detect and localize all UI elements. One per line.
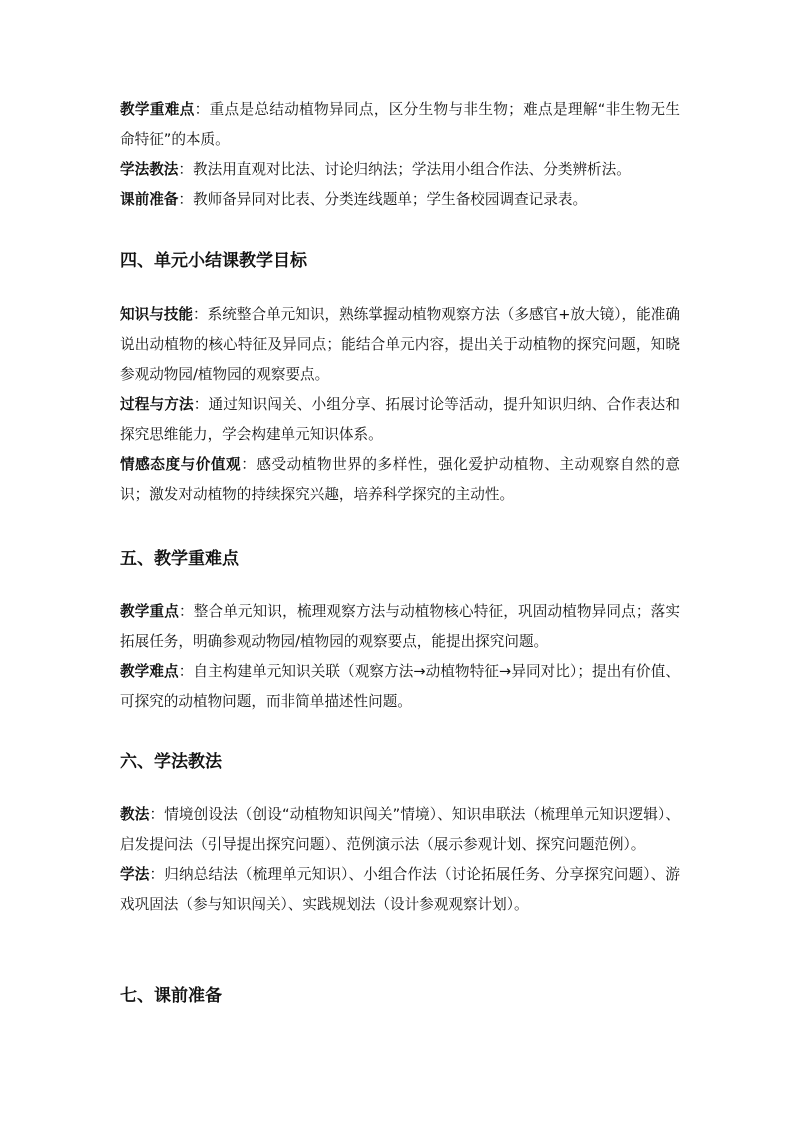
key-point-paragraph: 教学重点：整合单元知识，梳理观察方法与动植物核心特征，巩固动植物异同点；落实拓展任务，明确参观动物园/植物园的观察要点，能提出探究问题。 — [120, 603, 680, 650]
objective-attitude-label: 情感态度与价值观 — [120, 456, 242, 473]
difficult-point-paragraph: 教学难点：自主构建单元知识关联（观察方法→动植物特征→异同对比）；提出有价值、可探究的动植物问题，而非简单描述性问题。 — [120, 663, 680, 710]
learning-method-text: 归纳总结法（梳理单元知识）、小组合作法（讨论拓展任务、分享探究问题）、游戏巩固法（参与知识闯关）、实践规划法（设计参观观察计划）。 — [120, 866, 680, 913]
difficult-point-text: 自主构建单元知识关联（观察方法→动植物特征→异同对比）；提出有价值、可探究的动植物问题，而非简单描述性问题。 — [120, 663, 680, 710]
key-difficult-points-text: 重点是总结动植物异同点，区分生物与非生物；难点是理解“非生物无生命特征”的本质。 — [120, 101, 680, 148]
teaching-method-text: 情境创设法（创设“动植物知识闯关”情境）、知识串联法（梳理单元知识逻辑）、启发提问法（引导提出探究问题）、范例演示法（展示参观计划、探究问题范例）。 — [120, 806, 680, 853]
difficult-point-label: 教学难点 — [120, 663, 179, 680]
preparation-paragraph: 课前准备：教师备异同对比表、分类连线题单；学生备校园调查记录表。 — [120, 191, 588, 208]
preparation-text: 教师备异同对比表、分类连线题单；学生备校园调查记录表。 — [193, 191, 588, 208]
section-heading-key-points: 五、教学重难点 — [120, 549, 239, 569]
section-heading-methods: 六、学法教法 — [120, 752, 222, 772]
key-point-label: 教学重点 — [120, 603, 179, 620]
methods-paragraph: 学法教法：教法用直观对比法、讨论归纳法；学法用小组合作法、分类辨析法。 — [120, 161, 631, 178]
teaching-method-paragraph: 教法：情境创设法（创设“动植物知识闯关”情境）、知识串联法（梳理单元知识逻辑）、启发提问法（引导提出探究问题）、范例演示法（展示参观计划、探究问题范例）。 — [120, 806, 680, 853]
learning-method-label: 学法 — [120, 866, 150, 883]
objective-process-label: 过程与方法 — [120, 396, 194, 413]
learning-method-paragraph: 学法：归纳总结法（梳理单元知识）、小组合作法（讨论拓展任务、分享探究问题）、游戏巩固法（参与知识闯关）、实践规划法（设计参观观察计划）。 — [120, 866, 680, 913]
objectives-block — [120, 300, 680, 510]
key-difficult-points-label: 教学重难点 — [120, 101, 195, 118]
teaching-method-label: 教法 — [120, 806, 150, 823]
objective-process-text: 通过知识闯关、小组分享、拓展讨论等活动，提升知识归纳、合作表达和探究思维能力，学会构建单元知识体系。 — [120, 396, 680, 443]
section-heading-preparation: 七、课前准备 — [120, 986, 222, 1006]
methods-text: 教法用直观对比法、讨论归纳法；学法用小组合作法、分类辨析法。 — [193, 161, 631, 178]
key-point-text: 整合单元知识，梳理观察方法与动植物核心特征，巩固动植物异同点；落实拓展任务，明确参观动物园/植物园的观察要点，能提出探究问题。 — [120, 603, 680, 650]
methods-label: 学法教法 — [120, 161, 179, 178]
objective-knowledge-text: 系统整合单元知识，熟练掌握动植物观察方法（多感官+放大镜），能准确说出动植物的核心特征及异同点；能结合单元内容，提出关于动植物的探究问题，知晓参观动物园/植物园的观察要点。 — [120, 306, 680, 383]
objective-attitude-paragraph: 情感态度与价值观：感受动植物世界的多样性，强化爱护动植物、主动观察自然的意识；激发对动植物的持续探究兴趣，培养科学探究的主动性。 — [120, 456, 680, 503]
key-points-block — [120, 597, 680, 717]
objective-knowledge-paragraph: 知识与技能：系统整合单元知识，熟练掌握动植物观察方法（多感官+放大镜），能准确说出动植物的核心特征及异同点；能结合单元内容，提出关于动植物的探究问题，知晓参观动物园/植物园的观察要点。 — [120, 306, 680, 383]
section-heading-objectives: 四、单元小结课教学目标 — [120, 251, 307, 271]
key-difficult-points-paragraph: 教学重难点：重点是总结动植物异同点，区分生物与非生物；难点是理解“非生物无生命特征”的本质。 — [120, 101, 680, 148]
objective-attitude-text: 感受动植物世界的多样性，强化爱护动植物、主动观察自然的意识；激发对动植物的持续探究兴趣，培养科学探究的主动性。 — [120, 456, 680, 503]
teaching-methods-block — [120, 800, 680, 920]
objective-knowledge-label: 知识与技能 — [120, 306, 194, 323]
intro-block — [120, 95, 680, 215]
preparation-label: 课前准备 — [120, 191, 179, 208]
objective-process-paragraph: 过程与方法：通过知识闯关、小组分享、拓展讨论等活动，提升知识归纳、合作表达和探究思维能力，学会构建单元知识体系。 — [120, 396, 680, 443]
